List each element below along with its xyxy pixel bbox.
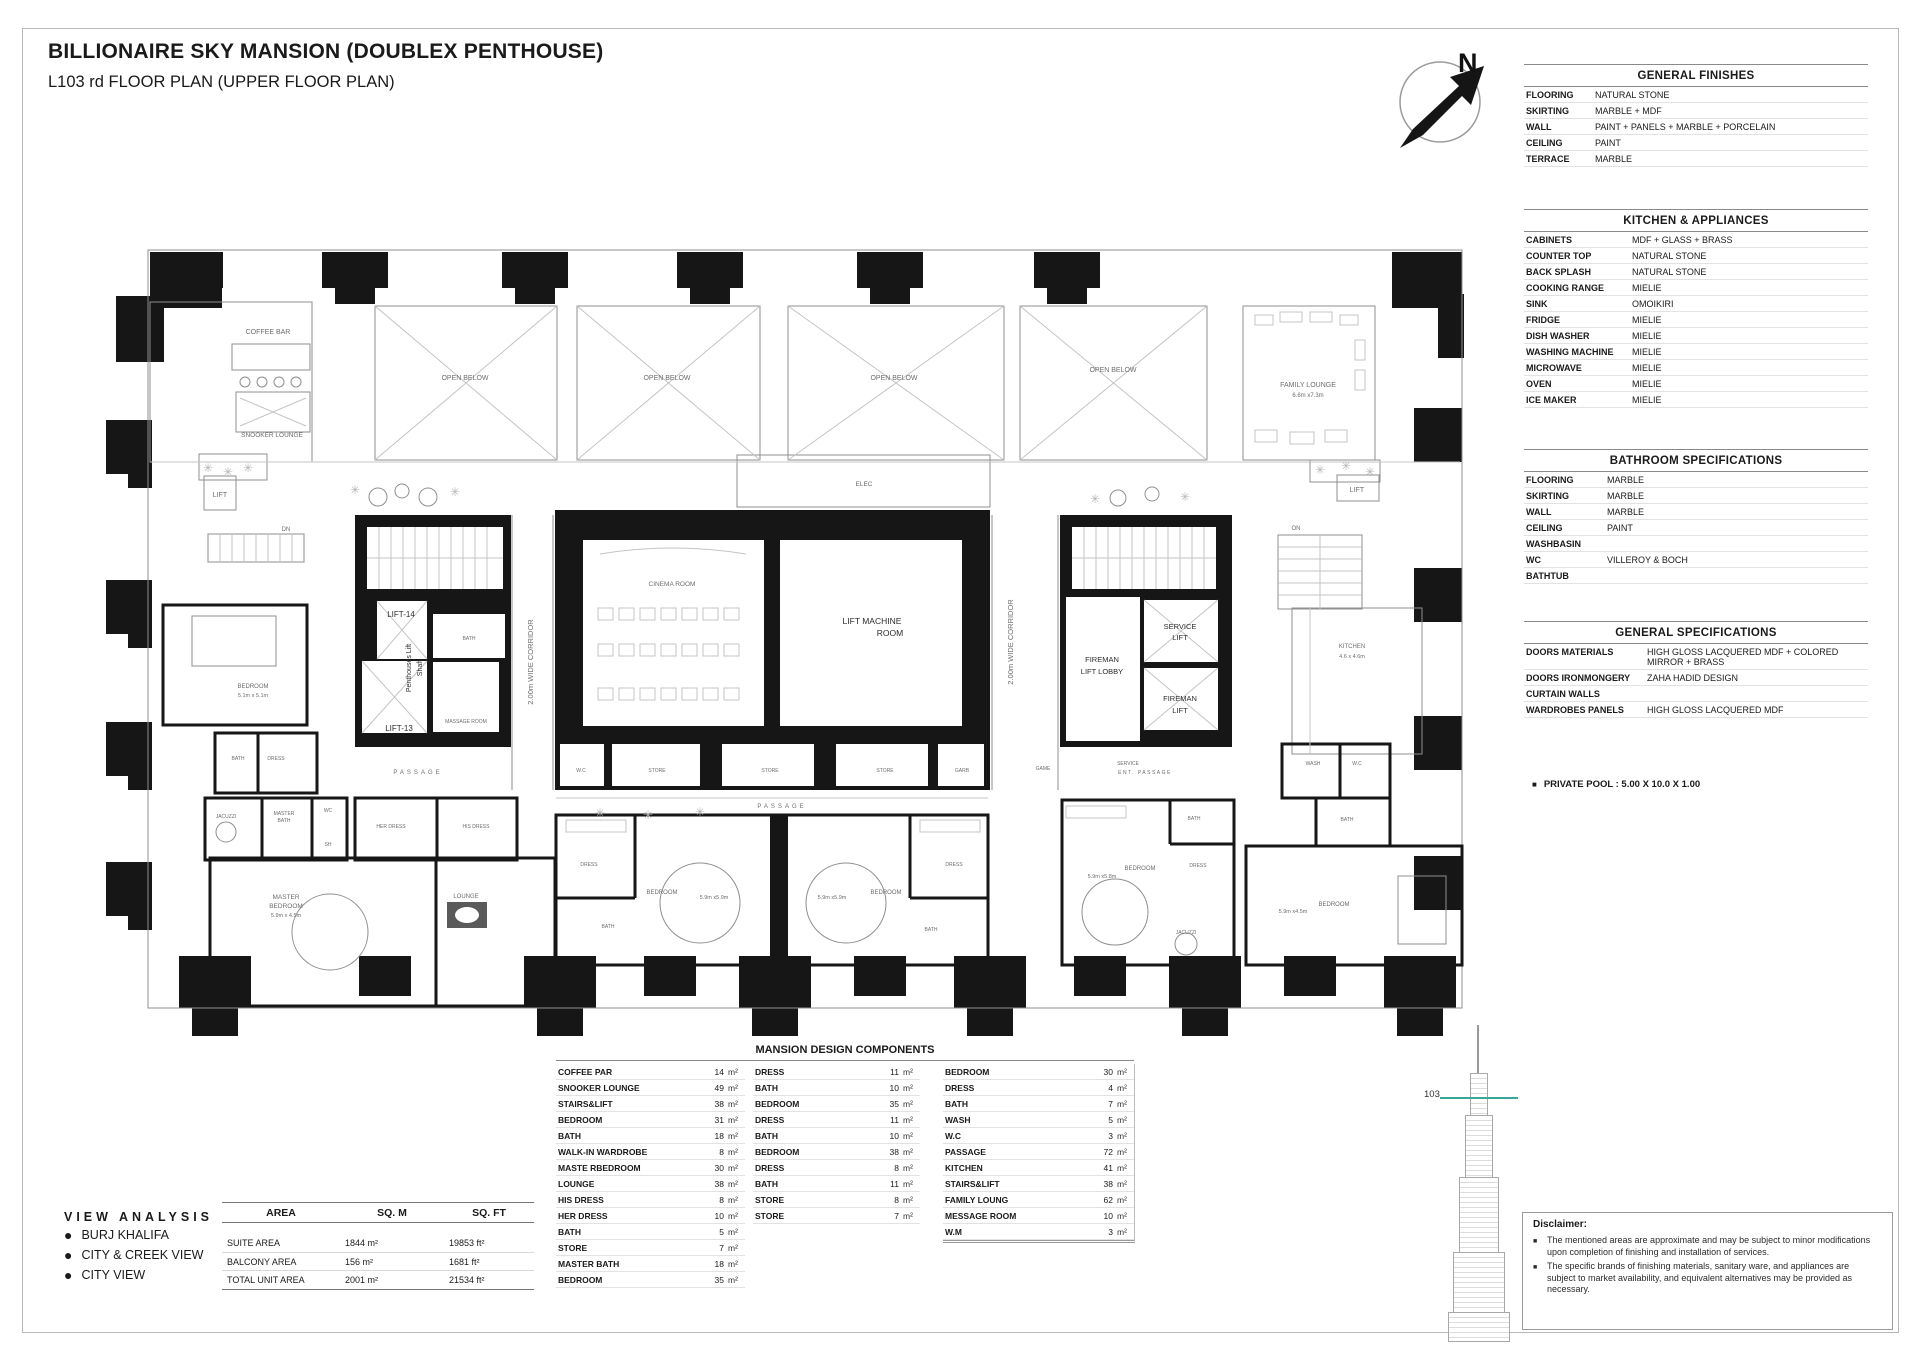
spec-row: WASHING MACHINE MIELIE (1524, 344, 1868, 360)
room-label: FAMILY LOUNGE (1280, 382, 1336, 389)
room-label: 5.9m x5.9m (817, 895, 847, 901)
room-label: ENT. PASSAGE (1118, 770, 1172, 776)
spec-row: WARDROBES PANELS HIGH GLOSS LACQUERED MDF (1524, 702, 1868, 718)
spec-rows (1524, 232, 1868, 408)
spec-row: COUNTER TOP NATURAL STONE (1524, 248, 1868, 264)
spec-row: SKIRTING MARBLE (1524, 488, 1868, 504)
view-analysis-item: ● CITY & CREEK VIEW (64, 1246, 204, 1263)
room-label: JACUZZI (1175, 930, 1197, 936)
room-label: ROOM (876, 628, 904, 638)
room-label: 5.1m x 5.1m (237, 693, 269, 699)
tower-segment (1453, 1252, 1505, 1314)
spec-row: FLOORING MARBLE (1524, 472, 1868, 488)
room-label: SNOOKER LOUNGE (241, 432, 303, 439)
room-label: CINEMA ROOM (648, 581, 696, 588)
room-label: LIFT (1172, 706, 1188, 715)
room-label: LIFT (212, 492, 228, 499)
spec-row: FLOORING NATURAL STONE (1524, 87, 1868, 103)
room-label: LIFT LOBBY (1080, 667, 1124, 676)
component-row: STAIRS&LIFT 38 m² (556, 1096, 745, 1112)
svg-text:✳: ✳ (1364, 465, 1376, 479)
room-label: OPEN BELOW (441, 375, 489, 382)
room-label: 5.9m x5.9m (699, 895, 729, 901)
section-title: KITCHEN & APPLIANCES (1524, 209, 1868, 232)
room-label: 2.00m WIDE CORRIDOR (1006, 599, 1015, 685)
area-row: TOTAL UNIT AREA 2001 m² 21534 ft² (222, 1270, 534, 1289)
room-label: GARB (954, 768, 970, 774)
room-label: PASSAGE (393, 770, 443, 776)
spec-row: OVEN MIELIE (1524, 376, 1868, 392)
svg-text:✳: ✳ (1340, 459, 1352, 473)
floor-level-marker (1440, 1097, 1518, 1099)
component-row: COFFEE PAR 14 m² (556, 1064, 745, 1080)
room-label: BATH (277, 818, 291, 824)
room-label: JACUZZI (215, 814, 237, 820)
spec-rows (1524, 87, 1868, 167)
spec-rows (1524, 472, 1868, 584)
room-label: COFFEE BAR (245, 329, 291, 336)
room-label: LIFT (1172, 633, 1188, 642)
spec-rows (1524, 644, 1868, 718)
kitchen-appliances-table (1524, 209, 1868, 408)
component-row: MASTER BATH 18 m² (556, 1256, 745, 1272)
component-row: BATH 11 m² (753, 1176, 920, 1192)
area-row: SUITE AREA 1844 m² 19853 ft² (227, 1237, 485, 1248)
spec-row: FRIDGE MIELIE (1524, 312, 1868, 328)
spec-row: BATHTUB (1524, 568, 1868, 584)
section-title: BATHROOM SPECIFICATIONS (1524, 449, 1868, 472)
tower-segment (1448, 1312, 1510, 1342)
room-label: OPEN BELOW (870, 375, 918, 382)
page-subtitle: L103 rd FLOOR PLAN (UPPER FLOOR PLAN) (48, 73, 395, 91)
area-table-body (222, 1234, 534, 1290)
room-label: W.C (576, 768, 586, 774)
disclaimer-items (1533, 1235, 1882, 1296)
component-row: BEDROOM 30 m² (943, 1064, 1134, 1080)
component-row: STAIRS&LIFT 38 m² (943, 1176, 1134, 1192)
view-analysis (64, 1210, 213, 1284)
area-table-header (222, 1202, 534, 1223)
tower-segment (1470, 1073, 1488, 1117)
room-label: DRESS (945, 862, 963, 868)
component-row: HER DRESS 10 m² (556, 1208, 745, 1224)
component-row: WALK-IN WARDROBE 8 m² (556, 1144, 745, 1160)
room-label: OPEN BELOW (1089, 367, 1137, 374)
component-row: BATH 5 m² (556, 1224, 745, 1240)
room-label: HER DRESS (376, 824, 406, 830)
square-bullet-icon: ■ (1532, 780, 1537, 789)
room-label: 5.9m x4.5m (1278, 909, 1308, 915)
room-label: BEDROOM (1124, 866, 1156, 872)
component-row: BEDROOM 38 m² (753, 1144, 920, 1160)
bullet-icon: ● (64, 1266, 73, 1283)
component-row: DRESS 8 m² (753, 1160, 920, 1176)
disclaimer-item: ■ The specific brands of finishing materials, sanitary ware, and appliances are subject to market availability, and equivalent alternatives may be provided as necessary. (1533, 1261, 1852, 1294)
component-row: MESSAGE ROOM 10 m² (943, 1208, 1134, 1224)
room-label: MASTER (273, 811, 295, 817)
svg-text:✳: ✳ (349, 483, 361, 497)
svg-text:✳: ✳ (202, 461, 214, 475)
spec-row: COOKING RANGE MIELIE (1524, 280, 1868, 296)
general-specifications-table (1524, 621, 1868, 718)
room-label: PASSAGE (757, 804, 807, 810)
component-row: DRESS 11 m² (753, 1112, 920, 1128)
spec-row: WASHBASIN (1524, 536, 1868, 552)
spec-row: ICE MAKER MIELIE (1524, 392, 1868, 408)
view-analysis-title: VIEW ANALYSIS (64, 1210, 214, 1224)
spec-row: SKIRTING MARBLE + MDF (1524, 103, 1868, 119)
room-label: BEDROOM (870, 890, 902, 896)
spec-row: CABINETS MDF + GLASS + BRASS (1524, 232, 1868, 248)
room-label: STORE (761, 768, 779, 774)
component-row: BATH 10 m² (753, 1128, 920, 1144)
compass-n-label: N (1458, 48, 1478, 78)
room-label: LIFT MACHINE (842, 616, 902, 626)
component-row: FAMILY LOUNG 62 m² (943, 1192, 1134, 1208)
area-table (222, 1202, 534, 1290)
components-column-2 (753, 1064, 920, 1224)
room-label: BATH (1340, 817, 1354, 823)
room-label: BATH (924, 927, 938, 933)
spec-row: CEILING PAINT (1524, 520, 1868, 536)
spec-row: BACK SPLASH NATURAL STONE (1524, 264, 1868, 280)
component-row: DRESS 4 m² (943, 1080, 1134, 1096)
room-label: GAME (1035, 766, 1051, 772)
spec-row: WALL PAINT + PANELS + MARBLE + PORCELAIN (1524, 119, 1868, 135)
spec-row: CURTAIN WALLS (1524, 686, 1868, 702)
room-label: 5.9m x 4.5m (270, 913, 302, 919)
bullet-icon: ● (64, 1246, 73, 1263)
room-label: ELEC (855, 481, 873, 488)
component-row: HIS DRESS 8 m² (556, 1192, 745, 1208)
general-finishes-table (1524, 64, 1868, 167)
room-label: DRESS (267, 756, 285, 762)
components-column-3 (943, 1064, 1135, 1243)
room-label: WASH (1305, 761, 1321, 767)
svg-text:✳: ✳ (1314, 463, 1326, 477)
room-label: SH (324, 842, 332, 848)
component-row: SNOOKER LOUNGE 49 m² (556, 1080, 745, 1096)
room-label: 4.6 x 4.6m (1339, 654, 1365, 660)
component-row: LOUNGE 38 m² (556, 1176, 745, 1192)
spec-row: SINK OMOIKIRI (1524, 296, 1868, 312)
room-label: BATH (601, 924, 615, 930)
building-locator (1424, 1025, 1520, 1340)
room-label: Shaft (417, 659, 424, 677)
spec-row: DOORS IRONMONGERY ZAHA HADID DESIGN (1524, 670, 1868, 686)
section-title: GENERAL SPECIFICATIONS (1524, 621, 1868, 644)
room-label: DRESS (580, 862, 598, 868)
room-label: 6.6m x7.3m (1292, 393, 1324, 399)
room-label: FIREMAN (1163, 694, 1197, 703)
room-label: ON (1291, 526, 1301, 532)
component-row: BATH 18 m² (556, 1128, 745, 1144)
component-row: BEDROOM 35 m² (556, 1272, 745, 1288)
spec-row: TERRACE MARBLE (1524, 151, 1868, 167)
svg-text:✳: ✳ (642, 808, 654, 822)
room-label: BEDROOM (269, 903, 303, 910)
north-compass-icon (1400, 48, 1484, 148)
room-label: BEDROOM (237, 684, 269, 690)
room-label: W.C (1352, 761, 1362, 767)
bathroom-specifications-table (1524, 449, 1868, 584)
room-label: WC (323, 808, 333, 814)
disclaimer-box (1522, 1212, 1893, 1330)
component-row: BEDROOM 31 m² (556, 1112, 745, 1128)
svg-text:✳: ✳ (222, 465, 234, 479)
room-label: MASSAGE ROOM (445, 719, 487, 725)
spec-row: DOORS MATERIALS HIGH GLOSS LACQUERED MDF + COLORED MIRROR + BRASS (1524, 644, 1868, 670)
room-label: SERVICE (1117, 761, 1139, 767)
svg-text:✳: ✳ (594, 806, 606, 820)
svg-text:✳: ✳ (694, 805, 706, 819)
components-column-1 (556, 1064, 745, 1288)
spec-row: WALL MARBLE (1524, 504, 1868, 520)
room-label: STORE (648, 768, 666, 774)
room-label: BEDROOM (646, 890, 678, 896)
room-outlines (148, 250, 1462, 1008)
private-pool-text: PRIVATE POOL : 5.00 X 10.0 X 1.00 (1543, 779, 1701, 790)
components-title: MANSION DESIGN COMPONENTS (556, 1044, 1134, 1061)
spec-row: DISH WASHER MIELIE (1524, 328, 1868, 344)
room-label: STORE (876, 768, 894, 774)
private-pool-note (1532, 779, 1700, 790)
room-label: Penthouses Lift (406, 643, 413, 693)
view-analysis-items (64, 1225, 213, 1284)
tower-segment (1459, 1177, 1499, 1254)
svg-text:✳: ✳ (449, 485, 461, 499)
disclaimer-title: Disclaimer: (1533, 1219, 1587, 1230)
area-header: AREA (266, 1207, 296, 1219)
tower-spire (1477, 1025, 1479, 1073)
component-row: PASSAGE 72 m² (943, 1144, 1134, 1160)
room-label: HIS DRESS (462, 824, 490, 830)
room-label: MASTER (272, 894, 300, 901)
svg-text:✳: ✳ (1089, 492, 1101, 506)
room-label: LIFT (1349, 487, 1365, 494)
sqft-header: SQ. FT (472, 1207, 506, 1219)
room-label: DN (281, 527, 291, 533)
area-row: BALCONY AREA 156 m² 1681 ft² (222, 1252, 534, 1271)
section-title: GENERAL FINISHES (1524, 64, 1868, 87)
bullet-icon: ● (64, 1226, 73, 1243)
component-row: STORE 7 m² (753, 1208, 920, 1224)
component-row: MASTE RBEDROOM 30 m² (556, 1160, 745, 1176)
room-label: 5.9m x5.8m (1087, 874, 1117, 880)
room-label: BATH (1187, 816, 1201, 822)
component-row: STORE 8 m² (753, 1192, 920, 1208)
component-row: STORE 7 m² (556, 1240, 745, 1256)
room-label: BEDROOM (1318, 902, 1350, 908)
room-label: LIFT-13 (385, 724, 413, 733)
view-analysis-item: ● CITY VIEW (64, 1266, 146, 1283)
room-label: BATH (462, 636, 476, 642)
component-row: W.M 3 m² (943, 1224, 1134, 1240)
components-table (556, 1044, 1134, 1285)
room-label: OPEN BELOW (643, 375, 691, 382)
component-row: KITCHEN 41 m² (943, 1160, 1134, 1176)
room-label: LOUNGE (453, 894, 479, 900)
furniture-accents (447, 902, 487, 928)
page-title: BILLIONAIRE SKY MANSION (DOUBLEX PENTHOUSE) (48, 40, 604, 63)
component-row: W.C 3 m² (943, 1128, 1134, 1144)
component-row: BEDROOM 35 m² (753, 1096, 920, 1112)
component-row: BATH 7 m² (943, 1096, 1134, 1112)
room-label: 2.00m WIDE CORRIDOR (526, 619, 535, 705)
room-label: SERVICE (1163, 622, 1197, 631)
spec-row: WC VILLEROY & BOCH (1524, 552, 1868, 568)
sqm-header: SQ. M (377, 1207, 407, 1219)
disclaimer-item: ■ The mentioned areas are approximate and may be subject to minor modifications upon completion of finishing and installation of services. (1533, 1235, 1871, 1257)
view-analysis-item: ● BURJ KHALIFA (64, 1226, 169, 1243)
room-label: BATH (231, 756, 245, 762)
component-row: DRESS 11 m² (753, 1064, 920, 1080)
room-label: DRESS (1189, 863, 1207, 869)
component-row: BATH 10 m² (753, 1080, 920, 1096)
room-label: FIREMAN (1085, 655, 1119, 664)
floor-level-label: 103 (1424, 1089, 1440, 1100)
component-row: WASH 5 m² (943, 1112, 1134, 1128)
room-label: LIFT-14 (387, 610, 415, 619)
spec-row: CEILING PAINT (1524, 135, 1868, 151)
room-label: KITCHEN (1338, 644, 1366, 650)
spec-row: MICROWAVE MIELIE (1524, 360, 1868, 376)
tower-segment (1465, 1115, 1493, 1179)
svg-text:✳: ✳ (1179, 490, 1191, 504)
svg-text:✳: ✳ (242, 461, 254, 475)
